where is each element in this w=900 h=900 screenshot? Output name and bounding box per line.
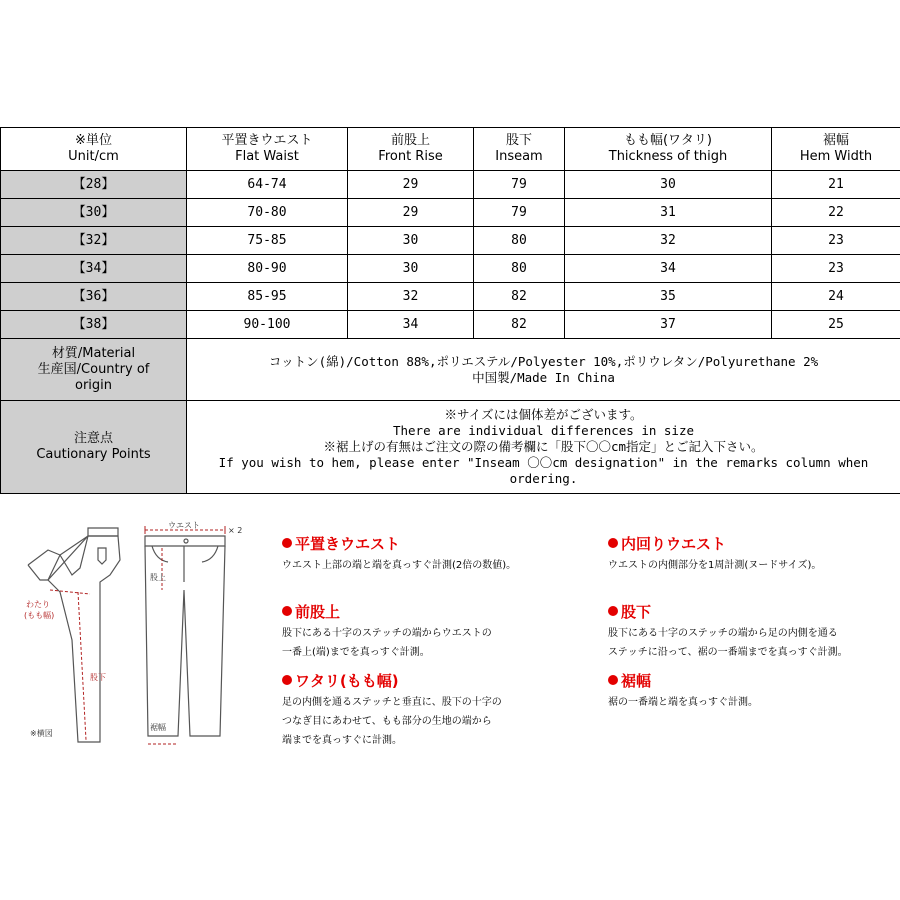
size-table	[0, 127, 900, 494]
table-row	[1, 283, 900, 311]
material-label-line: 材質/Material	[51, 345, 136, 361]
rise-cell: 34	[348, 311, 474, 339]
table-header-row	[1, 128, 900, 171]
header-inseam-en: Inseam	[495, 149, 543, 164]
hem-cell: 22	[772, 199, 900, 227]
thigh-label-sub: (もも幅)	[24, 611, 55, 620]
header-hem	[772, 128, 900, 171]
hem-cell: 24	[772, 283, 900, 311]
inseam-cell: 79	[474, 199, 565, 227]
explanation-line: 端までを真っすぐに計測。	[282, 735, 402, 746]
pants-side-view-illustration	[20, 520, 130, 750]
size-cell: 【28】	[1, 171, 187, 199]
waist-cell: 85-95	[187, 283, 348, 311]
table-row	[1, 227, 900, 255]
material-composition: コットン(綿)/Cotton 88%,ポリエステル/Polyester 10%,ポリウレタン/Polyurethane 2%	[268, 353, 819, 369]
explanation-desc	[608, 556, 821, 575]
explanation-line: ステッチに沿って、裾の一番端までを真っすぐ計測。	[608, 647, 848, 658]
bullet-dot-icon	[608, 538, 618, 548]
rise-cell: 30	[348, 255, 474, 283]
explanation-line: 股下にある十字のステッチの端から足の内側を通る	[608, 628, 838, 639]
explanation-thigh	[282, 672, 502, 750]
size-cell: 【30】	[1, 199, 187, 227]
hem-cell: 23	[772, 227, 900, 255]
explanation-inseam	[608, 603, 848, 662]
explanation-title-text: 内回りウエスト	[621, 535, 727, 553]
caution-line: There are individual differences in size	[392, 423, 695, 438]
explanation-title	[608, 535, 821, 553]
table-row	[1, 199, 900, 227]
bullet-dot-icon	[608, 675, 618, 685]
explanation-flat-waist	[282, 535, 516, 575]
hem-cell: 25	[772, 311, 900, 339]
material-row	[1, 339, 900, 401]
material-value	[187, 339, 900, 401]
inseam-cell: 79	[474, 171, 565, 199]
explanation-line: 足の内側を通るステッチと垂直に、股下の十字の	[282, 697, 502, 708]
thigh-cell: 30	[565, 171, 772, 199]
caution-line: ※裾上げの有無はご注文の際の備考欄に「股下〇〇cm指定」とご記入下さい。	[323, 439, 764, 454]
header-unit-en: Unit/cm	[68, 149, 119, 164]
caution-row	[1, 401, 900, 494]
explanation-line: ウエスト上部の端と端を真っすぐ計測(2倍の数値)。	[282, 560, 517, 571]
header-waist	[187, 128, 348, 171]
explanation-title	[282, 672, 502, 690]
explanation-line: つなぎ目にあわせて、もも部分の生地の端から	[282, 716, 492, 727]
caution-value	[187, 401, 900, 494]
pants-front-view-illustration	[140, 520, 250, 750]
waist-cell: 64-74	[187, 171, 348, 199]
size-cell: 【38】	[1, 311, 187, 339]
explanation-line: 裾の一番端と端を真っすぐ計測。	[608, 697, 758, 708]
caution-line: If you wish to hem, please enter "Inseam 〇〇cm designation" in the remarks column when	[218, 455, 869, 470]
rise-cell: 29	[348, 171, 474, 199]
explanation-title	[608, 603, 848, 621]
caution-label-en: Cautionary Points	[36, 447, 151, 462]
waist-cell: 75-85	[187, 227, 348, 255]
header-waist-jp: 平置きウエスト	[221, 133, 313, 148]
caution-label	[1, 401, 187, 494]
explanation-title	[608, 672, 758, 690]
explanation-front-rise	[282, 603, 492, 662]
header-thigh	[565, 128, 772, 171]
explanation-title	[282, 603, 492, 621]
header-rise	[348, 128, 474, 171]
thigh-cell: 37	[565, 311, 772, 339]
header-thigh-en: Thickness of thigh	[608, 149, 728, 164]
thigh-cell: 31	[565, 199, 772, 227]
table-row	[1, 255, 900, 283]
header-thigh-jp: もも幅(ワタリ)	[623, 133, 712, 148]
header-rise-en: Front Rise	[378, 149, 443, 164]
explanation-line: 股下にある十字のステッチの端からウエストの	[282, 628, 492, 639]
explanation-desc	[282, 556, 516, 575]
header-unit-jp: ※単位	[75, 133, 112, 148]
inseam-cell: 80	[474, 227, 565, 255]
explanation-title-text: 股下	[621, 603, 652, 621]
thigh-cell: 34	[565, 255, 772, 283]
header-hem-en: Hem Width	[799, 149, 873, 164]
caution-line: ※サイズには個体差がございます。	[444, 407, 643, 422]
size-cell: 【36】	[1, 283, 187, 311]
explanation-desc	[282, 693, 502, 750]
thigh-label: わたり	[26, 600, 50, 609]
rise-cell: 32	[348, 283, 474, 311]
explanation-title-text: 裾幅	[621, 672, 652, 690]
waist-cell: 70-80	[187, 199, 348, 227]
explanation-inner-waist	[608, 535, 821, 575]
caution-line: ordering.	[509, 471, 578, 486]
rise-label: 股上	[150, 573, 166, 582]
explanation-title-text: 前股上	[295, 603, 341, 621]
thigh-cell: 32	[565, 227, 772, 255]
explanation-title	[282, 535, 516, 553]
caution-label-jp: 注意点	[73, 431, 113, 446]
country-of-origin: 中国製/Made In China	[472, 369, 615, 385]
side-view-diagram	[20, 520, 130, 750]
explanation-line: 一番上(端)までを真っすぐ計測。	[282, 647, 430, 658]
table-row	[1, 311, 900, 339]
hem-label: 裾幅	[150, 723, 166, 732]
explanation-hem-width	[608, 672, 758, 712]
explanation-desc	[608, 624, 848, 662]
side-inseam-label: 股下	[90, 673, 106, 682]
header-waist-en: Flat Waist	[235, 149, 299, 164]
material-label-line: origin	[74, 377, 112, 393]
hem-cell: 23	[772, 255, 900, 283]
bullet-dot-icon	[282, 606, 292, 616]
front-view-diagram	[140, 520, 250, 750]
material-label-line: 生産国/Country of	[37, 361, 150, 377]
inseam-cell: 80	[474, 255, 565, 283]
header-hem-jp: 裾幅	[822, 133, 849, 148]
bullet-dot-icon	[608, 606, 618, 616]
hem-cell: 21	[772, 171, 900, 199]
header-rise-jp: 前股上	[390, 133, 430, 148]
explanation-title-text: ワタリ(もも幅)	[295, 672, 399, 690]
waist-cell: 90-100	[187, 311, 348, 339]
explanation-title-text: 平置きウエスト	[295, 535, 401, 553]
rise-cell: 29	[348, 199, 474, 227]
header-inseam	[474, 128, 565, 171]
header-unit	[1, 128, 187, 171]
thigh-cell: 35	[565, 283, 772, 311]
explanation-line: ウエストの内側部分を1周計測(ヌードサイズ)。	[608, 560, 822, 571]
times-two-label: × 2	[228, 526, 243, 535]
side-view-caption: ※横図	[30, 729, 53, 738]
material-label	[1, 339, 187, 401]
size-cell: 【32】	[1, 227, 187, 255]
table-row	[1, 171, 900, 199]
bullet-dot-icon	[282, 538, 292, 548]
size-cell: 【34】	[1, 255, 187, 283]
waist-cell: 80-90	[187, 255, 348, 283]
header-inseam-jp: 股下	[505, 133, 532, 148]
bullet-dot-icon	[282, 675, 292, 685]
inseam-cell: 82	[474, 311, 565, 339]
waist-label: ウエスト	[168, 521, 200, 530]
inseam-cell: 82	[474, 283, 565, 311]
rise-cell: 30	[348, 227, 474, 255]
explanation-desc	[282, 624, 492, 662]
explanation-desc	[608, 693, 758, 712]
